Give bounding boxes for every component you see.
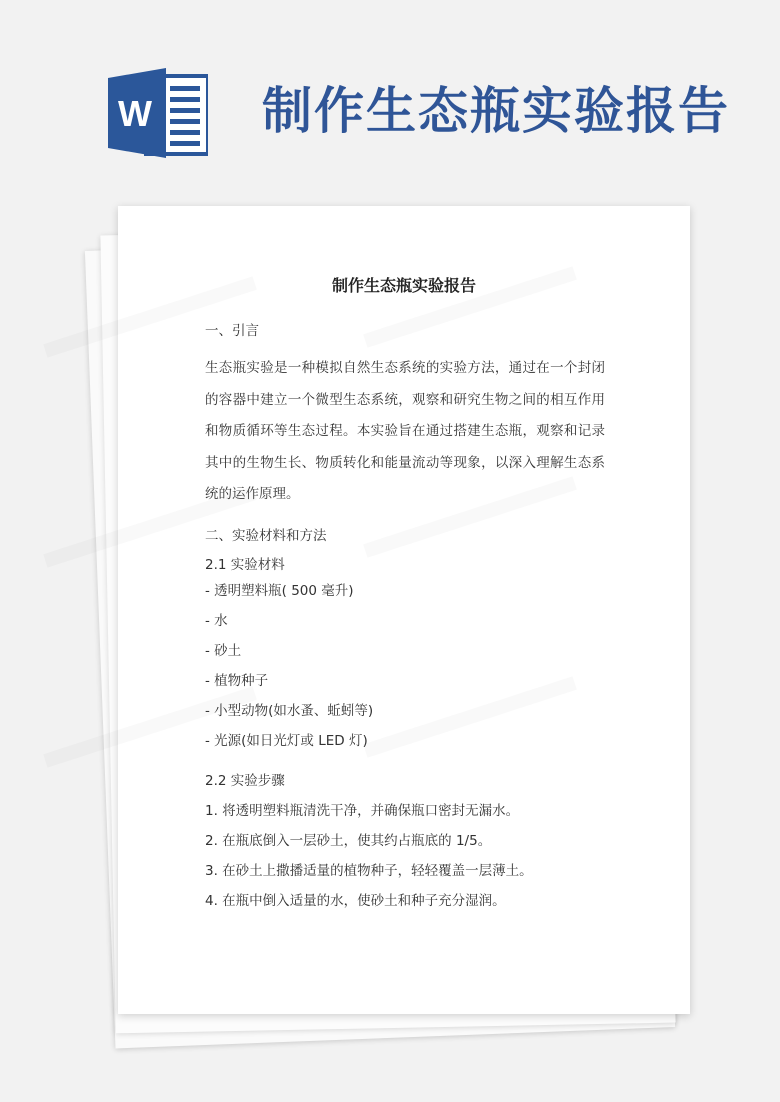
material-item: - 水: [205, 612, 228, 629]
material-item: - 光源(如日光灯或 LED 灯): [205, 732, 368, 749]
step-item: 3. 在砂土上撒播适量的植物种子，轻轻覆盖一层薄土。: [205, 862, 533, 879]
subsection-heading-steps: 2.2 实验步骤: [205, 772, 285, 789]
step-item: 2. 在瓶底倒入一层砂土，使其约占瓶底的 1/5。: [205, 832, 492, 849]
subsection-heading-materials: 2.1 实验材料: [205, 556, 285, 573]
material-item: - 小型动物(如水蚤、蚯蚓等): [205, 702, 374, 719]
intro-paragraph: 生态瓶实验是一种模拟自然生态系统的实验方法，通过在一个封闭的容器中建立一个微型生态系统，观察和研究生物之间的相互作用和物质循环等生态过程。本实验旨在通过搭建生态瓶，观察和记录其中的生物生长、物质转化和能量流动等现象，以深入理解生态系统的运作原理。: [205, 360, 605, 502]
word-document-icon: [108, 68, 208, 158]
section-heading-introduction: 一、引言: [205, 323, 259, 339]
header-banner: [0, 0, 780, 200]
document-body: [205, 320, 605, 916]
section-heading-materials-methods: 二、实验材料和方法: [205, 527, 327, 544]
step-item: 4. 在瓶中倒入适量的水，使砂土和种子充分湿润。: [205, 892, 506, 909]
step-item: 1. 将透明塑料瓶清洗干净，并确保瓶口密封无漏水。: [205, 802, 520, 819]
word-logo-letter: W: [118, 93, 152, 134]
material-item: - 透明塑料瓶( 500 毫升): [205, 582, 354, 599]
document-title: 制作生态瓶实验报告: [331, 276, 476, 295]
material-item: - 砂土: [205, 642, 242, 659]
material-item: - 植物种子: [205, 672, 269, 689]
banner-title: 制作生态瓶实验报告: [262, 81, 730, 140]
